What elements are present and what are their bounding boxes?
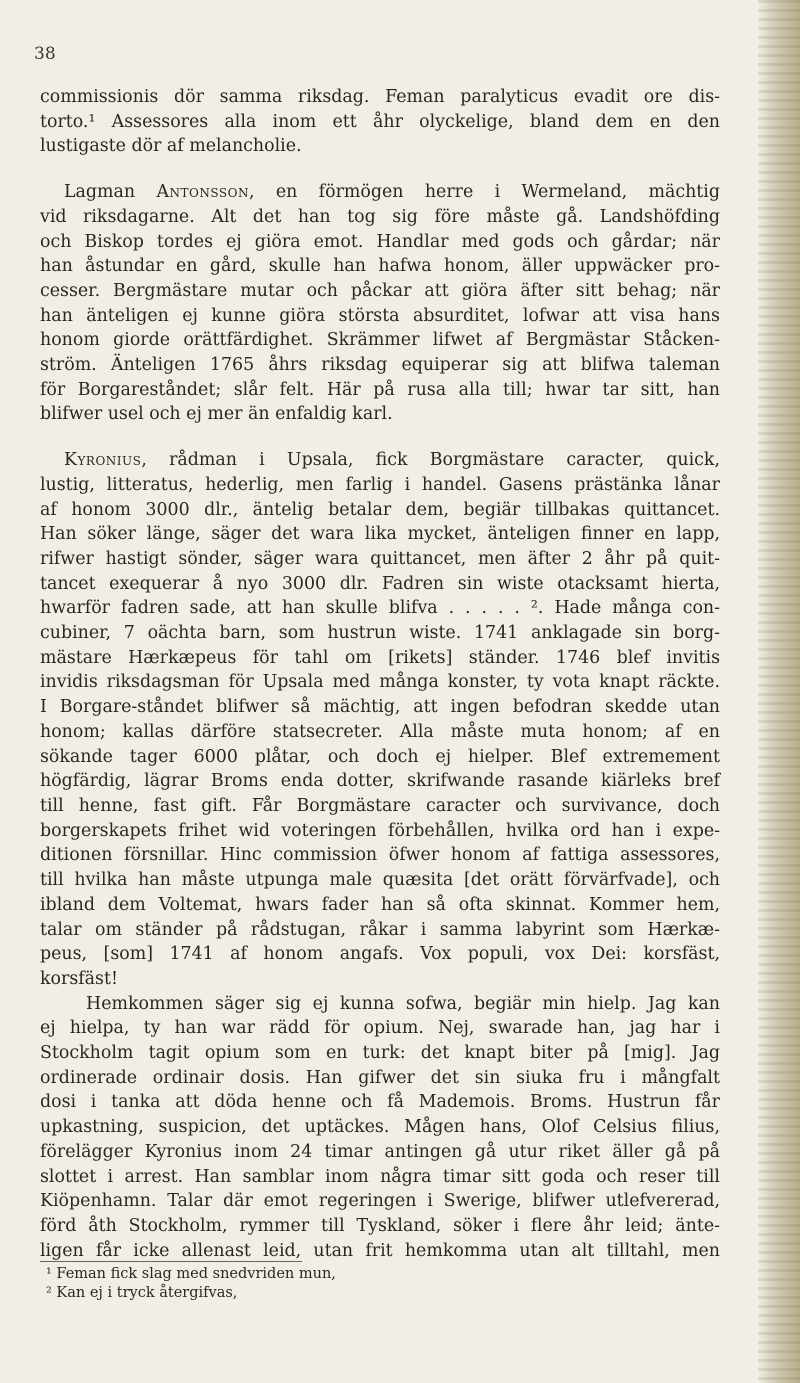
person-name: Kyronius [64,450,142,471]
text-line: tancet exequerar å nyo 3000 dlr. Fadren sin wiste otacksamt hierta, [40,573,720,594]
text-line: ibland dem Voltemat, hwars fader han så ofta skinnat. Kommer hem, [40,894,720,915]
text-line: för Borgareståndet; slår felt. Här på rusa alla till; hwar tar sitt, han [40,379,720,400]
text-line: rifwer hastigt sönder, säger wara quittancet, men äfter 2 åhr på quit- [40,548,720,569]
text-line: lustig, litteratus, hederlig, men farlig i handel. Gasens prästänka lånar [40,474,720,495]
footnote-rule [40,1261,302,1262]
text-line: ordinerade ordinair dosis. Han gifwer det sin siuka fru i mångfalt [40,1067,720,1088]
text-line: sökande tager 6000 plåtar, och doch ej hielper. Blef extremement [40,746,720,767]
text-line: vid riksdagarne. Alt det han tog sig före måste gå. Landshöfding [40,206,720,227]
line-rest: , rådman i Upsala, fick Borgmästare caracter, quick, [141,450,720,471]
text-line: Han söker länge, säger det wara lika mycket, änteligen finner en lapp, [40,524,720,545]
text-line: peus, [som] 1741 af honom angafs. Vox populi, vox Dei: korsfäst, [40,944,720,965]
text-line: till henne, fast gift. Får Borgmästare caracter och survivance, doch [40,795,720,816]
text-line: invidis riksdagsman för Upsala med många konster, ty vota knapt räckte. [40,672,720,693]
text-line: af honom 3000 dlr., äntelig betalar dem, begiär tillbakas quittancet. [40,499,720,520]
paragraph-antonsson [40,180,720,427]
text-line: Kiöpenhamn. Talar där emot regeringen i Swerige, blifwer utlefvererad, [40,1191,720,1212]
text-line: cubiner, 7 oächta barn, som hustrun wiste. 1741 anklagade sin borg- [40,623,720,644]
text-line: blifwer usel och ej mer än enfaldig karl. [40,404,393,425]
text-line: dosi i tanka att döda henne och få Mademois. Broms. Hustrun får [40,1092,720,1113]
paragraph-intro [40,85,720,159]
text-line: Hemkommen säger sig ej kunna sofwa, begiär min hielp. Jag kan [40,993,720,1014]
text-line: han åstundar en gård, skulle han hafwa honom, äller uppwäcker pro- [40,256,720,277]
footnote-2: ² Kan ej i tryck återgifvas, [46,1285,238,1301]
text-line: I Borgare-ståndet blifwer så mächtig, att ingen befodran skedde utan [40,697,720,718]
text-line: cesser. Bergmästare mutar och påckar att giöra äfter sitt behag; när [40,280,720,301]
text-line: högfärdig, lägrar Broms enda dotter, skrifwande rasande kiärleks bref [40,771,720,792]
text-line: hwarför fadren sade, att han skulle blifva . . . . . ². Hade många con- [40,598,720,619]
footnote-1: ¹ Feman fick slag med snedvriden mun, [46,1266,336,1282]
text-line: commissionis dör samma riksdag. Feman paralyticus evadit ore dis- [40,87,720,107]
page-edge-shadow [758,0,800,1383]
text-line: och Biskop tordes ej giöra emot. Handlar med gods och gårdar; när [40,231,720,252]
text-line: till hvilka han måste utpunga male quæsita [det orätt förvärfvade], och [40,870,720,891]
text-line: upkastning, suspicion, det uptäckes. Mågen hans, Olof Celsius filius, [40,1117,720,1138]
text-line: ström. Änteligen 1765 åhrs riksdag equiperar sig att blifwa taleman [40,355,720,376]
text-line: honom; kallas därföre statsecreter. Alla måste muta honom; af en [40,721,720,742]
text-line: ligen får icke allenast leid, utan frit hemkomma utan alt tilltahl, men [40,1240,720,1261]
text-line: talar om ständer på rådstugan, råkar i samma labyrint som Hærkæ- [40,919,720,940]
footnotes [40,1265,336,1303]
text-line: torto.¹ Assessores alla inom ett åhr olyckelige, bland dem en den [40,111,720,132]
text-line: ej hielpa, ty han war rädd för opium. Nej, swarade han, jag har i [40,1018,720,1039]
text-line: mästare Hærkæpeus för tahl om [rikets] ständer. 1746 blef invitis [40,647,720,668]
body-text [40,85,720,1263]
text-line: korsfäst! [40,968,118,989]
prefix-text: Lagman [64,182,157,203]
text-line: lustigaste dör af melancholie. [40,136,302,157]
text-line: slottet i arrest. Han samblar inom några timar sitt goda och reser till [40,1166,720,1187]
text-line: honom giorde orättfärdighet. Skrämmer lifwet af Bergmästar Ståcken- [40,330,720,351]
text-line [40,448,720,473]
text-line: ditionen försnillar. Hinc commission öfwer honom af fattiga assessores, [40,845,720,866]
person-name: Antonsson [156,182,249,203]
text-line [40,180,720,205]
text-line: borgerskapets frihet wid voteringen förbehållen, hvilka ord han i expe- [40,820,720,841]
text-line: förelägger Kyronius inom 24 timar antingen gå utur riket äller gå på [40,1141,720,1162]
page-number: 38 [34,44,56,64]
line-rest: , en förmögen herre i Wermeland, mächtig [248,182,720,203]
paragraph-kyronius [40,448,720,1263]
text-line: han änteligen ej kunne giöra största absurditet, lofwar att visa hans [40,305,720,326]
text-line: Stockholm tagit opium som en turk: det knapt biter på [mig]. Jag [40,1043,720,1064]
text-line: förd åth Stockholm, rymmer till Tyskland, söker i flere åhr leid; änte- [40,1215,720,1236]
